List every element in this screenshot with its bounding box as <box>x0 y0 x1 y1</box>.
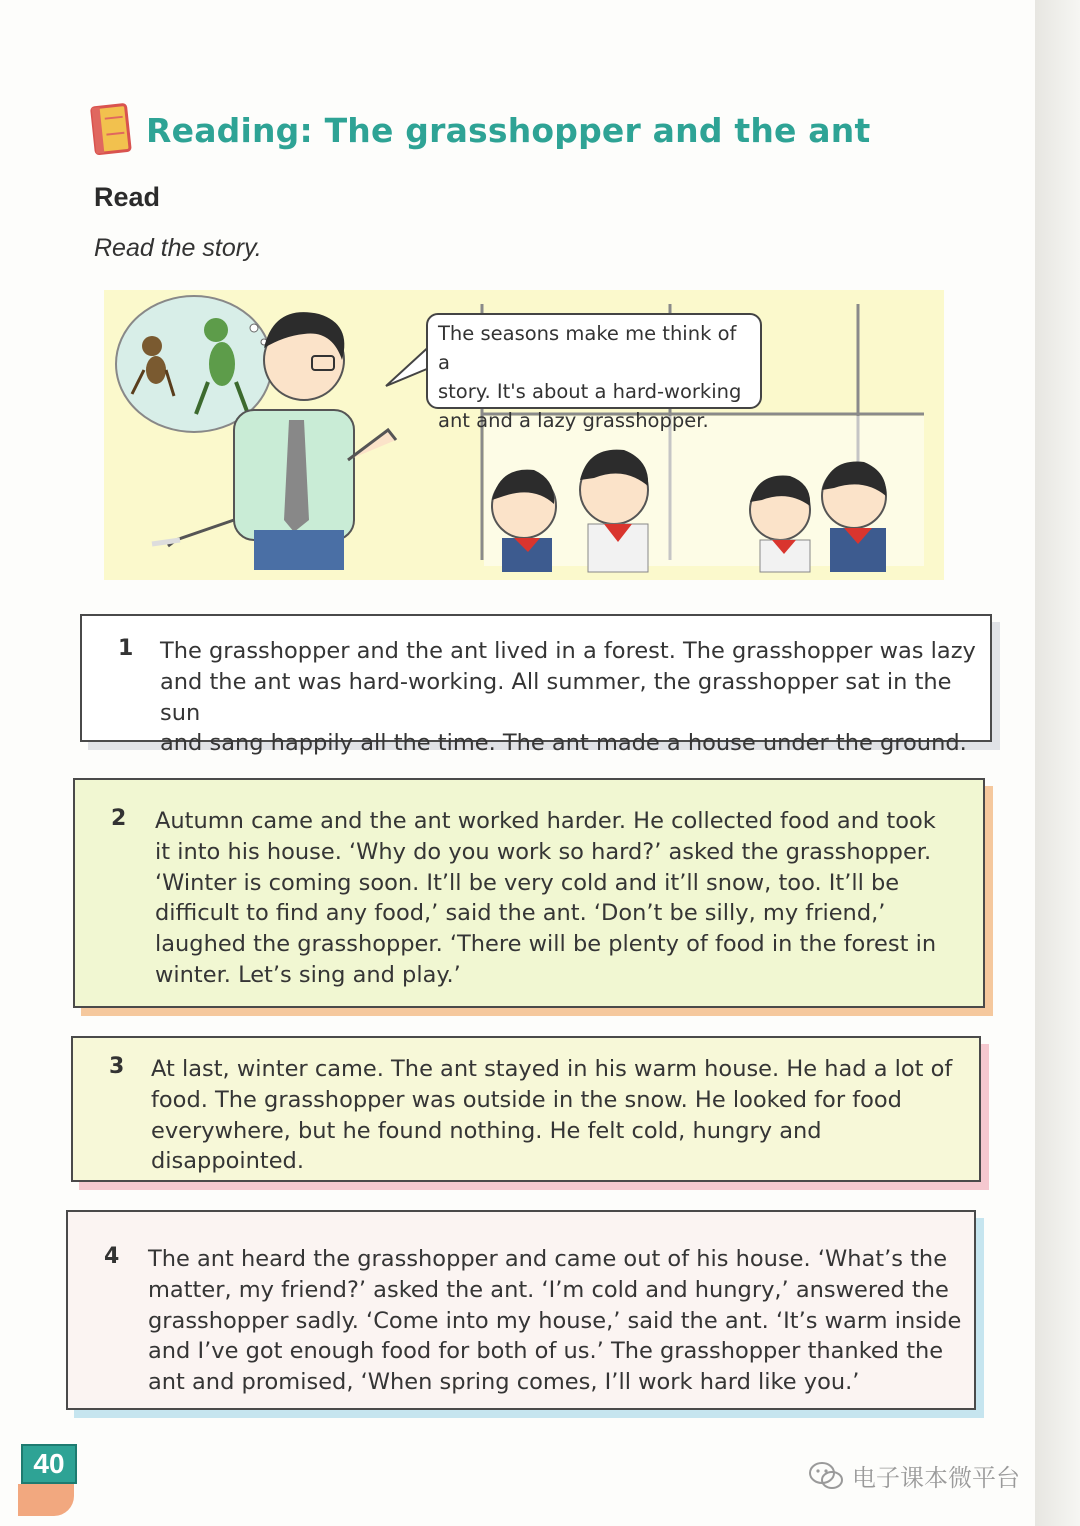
paragraph-number: 3 <box>109 1054 125 1079</box>
story-box-2 <box>73 778 985 1008</box>
paragraph-number: 4 <box>104 1244 120 1269</box>
story-box-3 <box>71 1036 981 1182</box>
instruction-text: Read the story. <box>94 234 262 262</box>
page-title: Reading: The grasshopper and the ant <box>146 110 871 150</box>
text-line: ‘Winter is coming soon. It’ll be very cold and it’ll snow, too. It’ll be <box>155 869 900 896</box>
text-line: everywhere, but he found nothing. He felt cold, hungry and <box>151 1117 822 1144</box>
paragraph-text <box>160 636 990 759</box>
page-corner-tab <box>18 1484 74 1516</box>
text-line: Autumn came and the ant worked harder. He collected food and took <box>155 808 936 834</box>
student-figure <box>822 462 886 572</box>
text-line: disappointed. <box>151 1148 304 1175</box>
text-line: difficult to find any food,’ said the ant. ‘Don’t be silly, my friend,’ <box>155 900 886 927</box>
speech-line: The seasons make me think of a <box>438 322 737 374</box>
paragraph-number: 1 <box>118 636 134 661</box>
paragraph-number: 2 <box>111 806 127 831</box>
student-figure <box>580 450 648 572</box>
page-edge <box>1035 0 1080 1526</box>
text-line: ant and promised, ‘When spring comes, I’ll work hard like you.’ <box>148 1369 860 1396</box>
speech-bubble <box>426 313 762 432</box>
paragraph-text <box>151 1054 952 1177</box>
text-line: laughed the grasshopper. ‘There will be plenty of food in the forest in <box>155 931 937 958</box>
paragraph-text <box>155 806 936 991</box>
text-line: At last, winter came. The ant stayed in his warm house. He had a lot of <box>151 1056 953 1082</box>
page-number: 40 <box>21 1444 77 1484</box>
watermark <box>808 1458 1020 1493</box>
speech-line: ant and a lazy grasshopper. <box>438 409 709 432</box>
wechat-icon <box>808 1461 844 1491</box>
paragraph-text <box>148 1244 961 1398</box>
book-icon <box>89 102 134 158</box>
text-line: food. The grasshopper was outside in the snow. He looked for food <box>151 1086 902 1113</box>
text-line: and the ant was hard-working. All summer, the grasshopper sat in the sun <box>160 668 952 726</box>
text-line: and I’ve got enough food for both of us.’ The grasshopper thanked the <box>148 1338 944 1365</box>
text-line: The ant heard the grasshopper and came out of his house. ‘What’s the <box>148 1246 948 1272</box>
watermark-text: 电子课本微平台 <box>852 1464 1020 1492</box>
text-line: matter, my friend?’ asked the ant. ‘I’m cold and hungry,’ answered the <box>148 1276 949 1303</box>
section-heading-read: Read <box>94 182 161 212</box>
story-box-1 <box>80 614 992 757</box>
text-line: and sang happily all the time. The ant made a house under the ground. <box>160 730 967 757</box>
text-line: The grasshopper and the ant lived in a forest. The grasshopper was lazy <box>160 638 976 664</box>
text-line: it into his house. ‘Why do you work so hard?’ asked the grasshopper. <box>155 838 932 865</box>
text-line: winter. Let’s sing and play.’ <box>155 961 461 988</box>
text-line: grasshopper sadly. ‘Come into my house,’ said the ant. ‘It’s warm inside <box>148 1307 962 1334</box>
speech-line: story. It's about a hard-working <box>438 380 742 403</box>
story-box-4 <box>66 1210 976 1410</box>
title-row <box>92 104 870 156</box>
